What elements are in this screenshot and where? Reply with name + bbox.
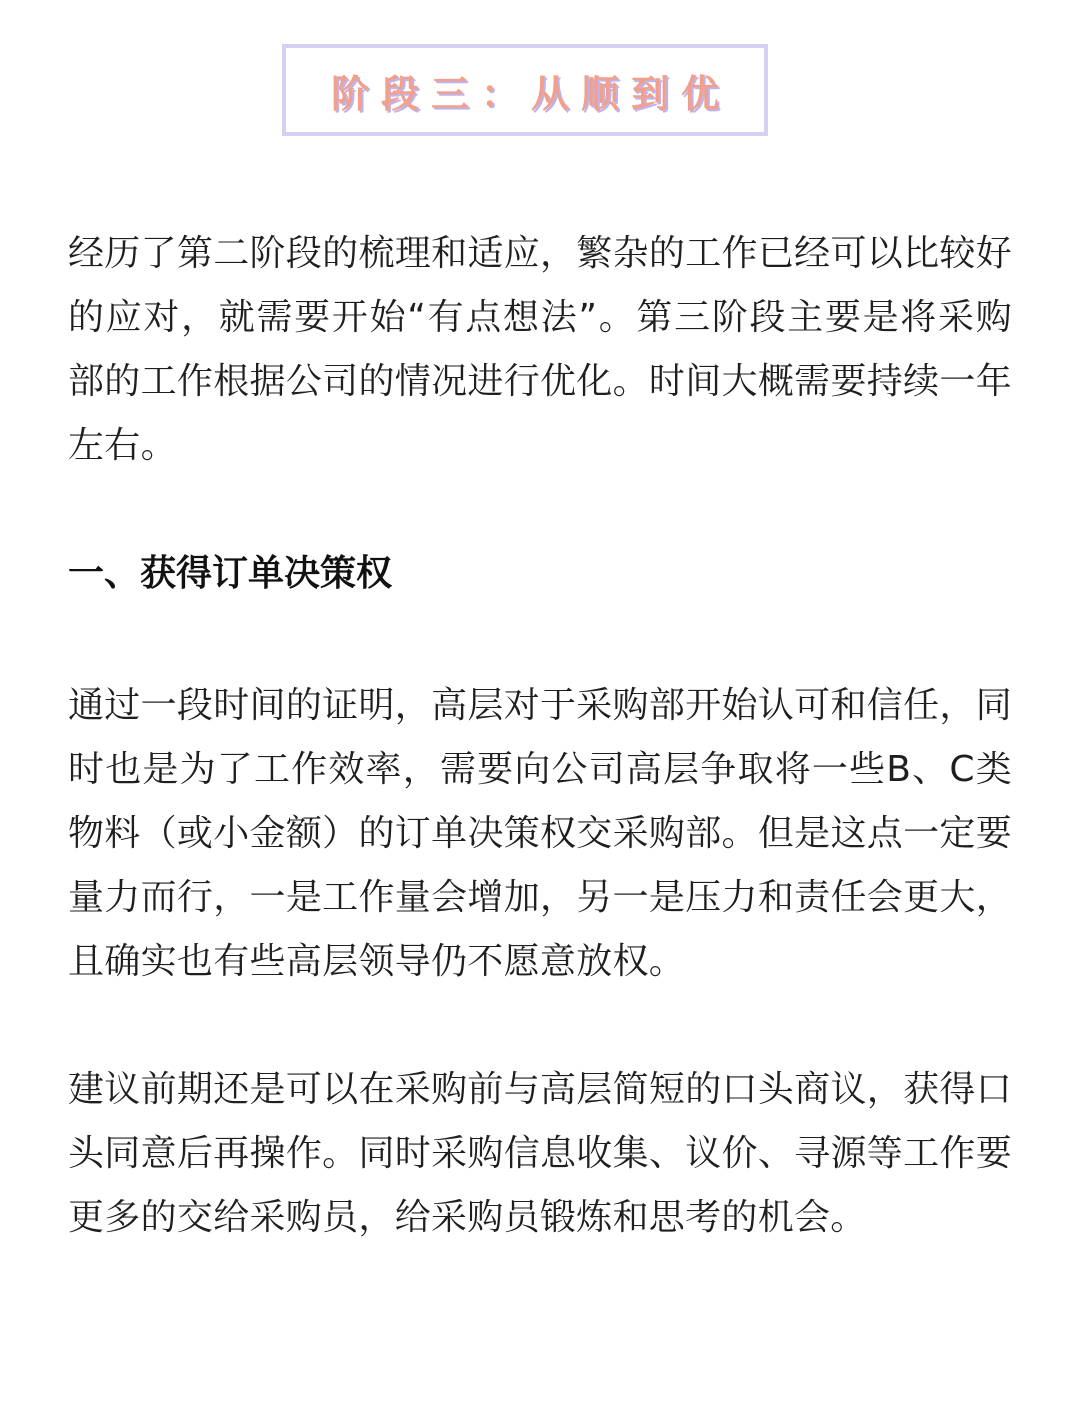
page-title: 阶段三：从顺到优 (330, 71, 731, 116)
article-body (68, 222, 1012, 1250)
section-heading: 一、获得订单决策权 (68, 553, 393, 594)
intro-paragraph: 经历了第二阶段的梳理和适应，繁杂的工作已经可以比较好的应对，就需要开始“有点想法”。第三阶段主要是将采购部的工作根据公司的情况进行优化。时间大概需要持续一年左右。 (68, 233, 1012, 466)
section-title-box (282, 44, 768, 136)
body-paragraph-2: 建议前期还是可以在采购前与高层简短的口头商议，获得口头同意后再操作。同时采购信息收集、议价、寻源等工作要更多的交给采购员，给采购员锻炼和思考的机会。 (68, 1069, 1012, 1238)
body-paragraph-1: 通过一段时间的证明，高层对于采购部开始认可和信任，同时也是为了工作效率，需要向公司高层争取将一些B、C类物料（或小金额）的订单决策权交采购部。但是这点一定要量力而行，一是工作量会增加，另一是压力和责任会更大，且确实也有些高层领导仍不愿意放权。 (68, 685, 1012, 982)
